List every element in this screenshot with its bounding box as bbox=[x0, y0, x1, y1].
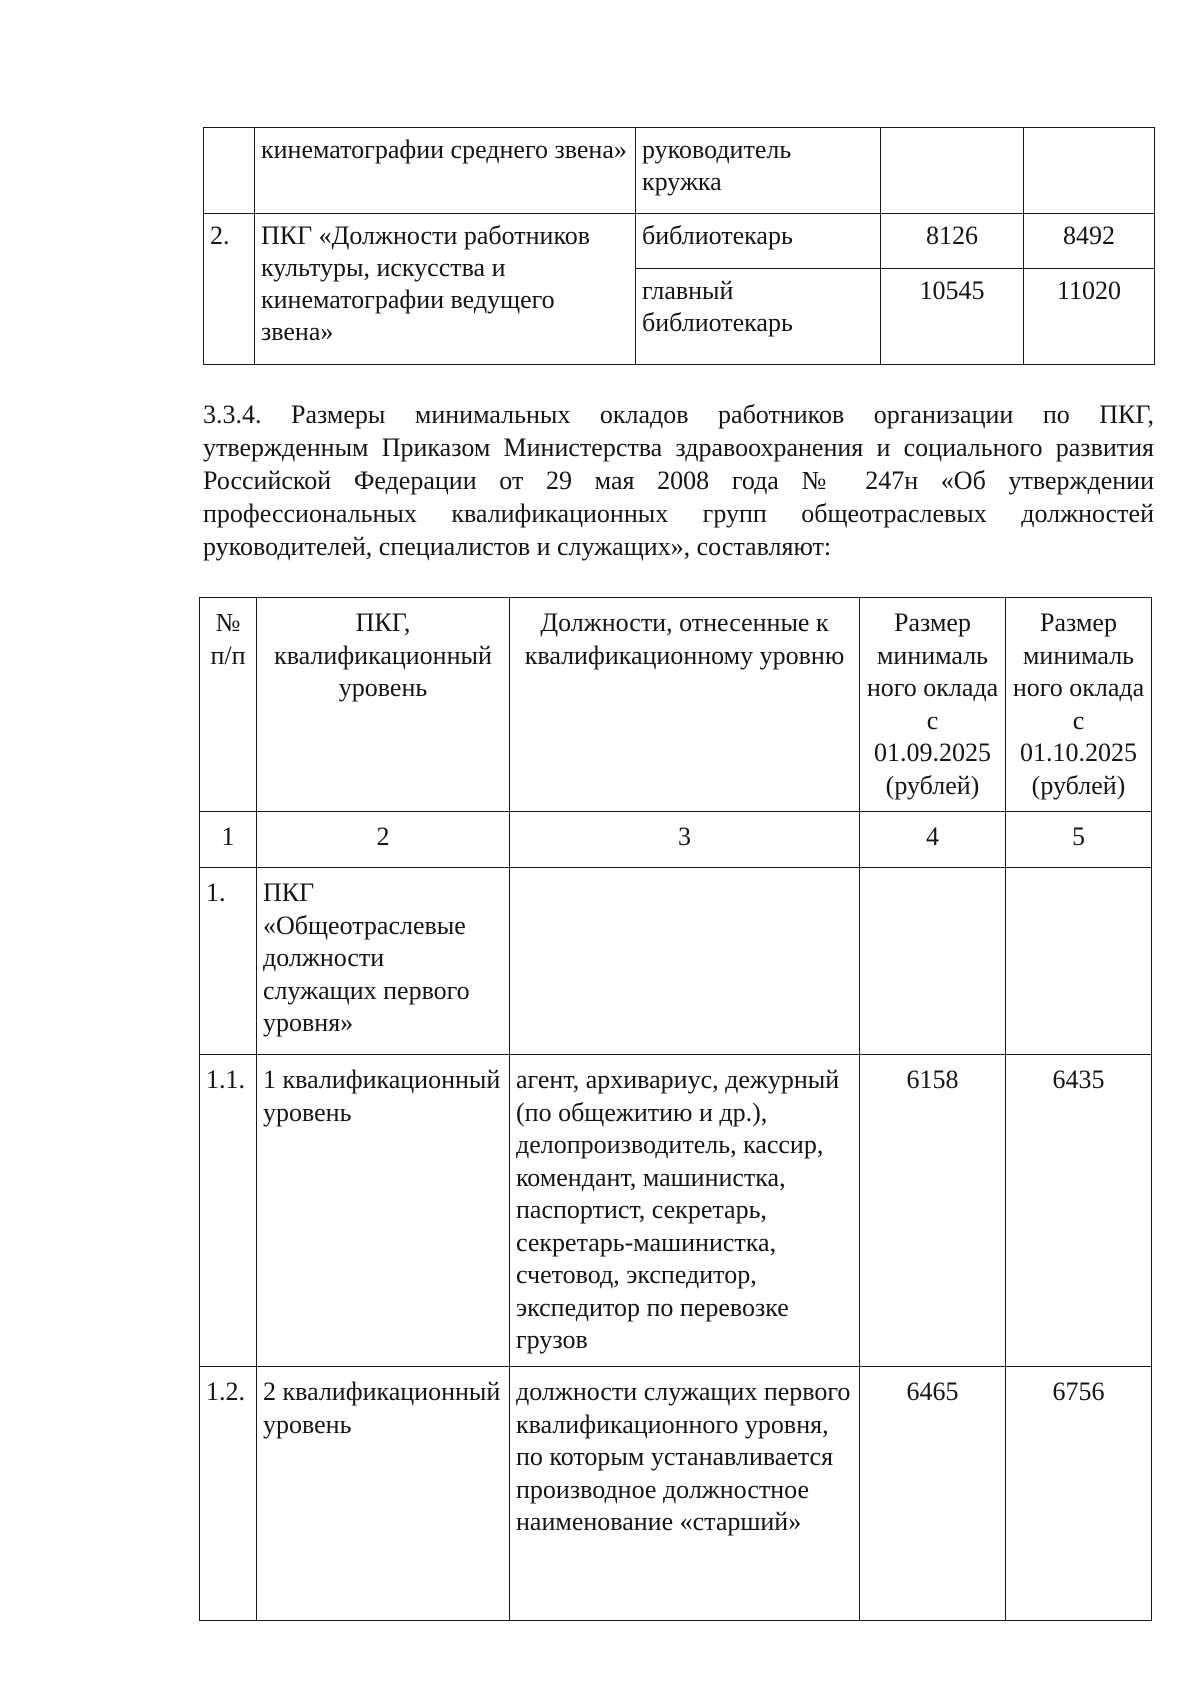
table-row bbox=[200, 1367, 1152, 1621]
group-cell: ПКГ «Общеотраслевые должности служащих первого уровня» bbox=[257, 868, 510, 1055]
position-cell: главный библиотекарь bbox=[636, 269, 881, 365]
position-cell: руководитель кружка bbox=[636, 128, 881, 214]
salary-cell: 8126 bbox=[881, 214, 1024, 269]
header-salary-oct: Размер минималь ного оклада с 01.10.2025 (рублей) bbox=[1006, 598, 1152, 812]
table-row bbox=[204, 214, 1155, 269]
column-number: 1 bbox=[200, 812, 257, 868]
salary-cell: 6158 bbox=[860, 1055, 1006, 1367]
table-row bbox=[200, 868, 1152, 1055]
salary-cell bbox=[881, 128, 1024, 214]
group-cell: 1 квалификационный уровень bbox=[257, 1055, 510, 1367]
salary-cell: 11020 bbox=[1024, 269, 1155, 365]
row-number: 1.1. bbox=[200, 1055, 257, 1367]
positions-cell: должности служащих первого квалификационного уровня, по которым устанавливается производное должностное наименование «старший» bbox=[510, 1367, 860, 1621]
column-numbers-row bbox=[200, 812, 1152, 868]
positions-cell bbox=[510, 868, 860, 1055]
header-row bbox=[200, 598, 1152, 812]
salary-cell: 8492 bbox=[1024, 214, 1155, 269]
row-number: 1.2. bbox=[200, 1367, 257, 1621]
position-cell: библиотекарь bbox=[636, 214, 881, 269]
salary-table-general bbox=[199, 597, 1152, 1621]
column-number: 3 bbox=[510, 812, 860, 868]
positions-cell: агент, архивариус, дежурный (по общежитию и др.), делопроизводитель, кассир, комендант, машинистка, паспортист, секретарь, секретарь-машинистка, счетовод, экспедитор, экспедитор по перевозке грузов bbox=[510, 1055, 860, 1367]
salary-cell: 6435 bbox=[1006, 1055, 1152, 1367]
row-number bbox=[204, 128, 255, 214]
header-salary-sept: Размер минималь ного оклада с 01.09.2025 (рублей) bbox=[860, 598, 1006, 812]
paragraph-3-3-4: 3.3.4. Размеры минимальных окладов работников организации по ПКГ, утвержденным Приказом Министерства здравоохранения и социального развития Российской Федерации от 29 мая 2008 года № 247н «Об утверждении профессиональных квалификационных групп общеотраслевых должностей руководителей, специалистов и служащих», составляют: bbox=[203, 400, 1154, 561]
table-row bbox=[200, 1055, 1152, 1367]
column-number: 5 bbox=[1006, 812, 1152, 868]
table-row bbox=[204, 128, 1155, 214]
header-positions: Должности, отнесенные к квалификационному уровню bbox=[510, 598, 860, 812]
header-num: № п/п bbox=[200, 598, 257, 812]
salary-cell: 6465 bbox=[860, 1367, 1006, 1621]
column-number: 4 bbox=[860, 812, 1006, 868]
salary-cell bbox=[1024, 128, 1155, 214]
group-cell: ПКГ «Должности работников культуры, искусства и кинематографии ведущего звена» bbox=[255, 214, 636, 365]
salary-table-culture bbox=[203, 127, 1155, 365]
salary-cell bbox=[1006, 868, 1152, 1055]
row-number: 2. bbox=[204, 214, 255, 365]
salary-cell: 10545 bbox=[881, 269, 1024, 365]
salary-cell bbox=[860, 868, 1006, 1055]
group-cell: 2 квалификационный уровень bbox=[257, 1367, 510, 1621]
group-cell: кинематографии среднего звена» bbox=[255, 128, 636, 214]
salary-cell: 6756 bbox=[1006, 1367, 1152, 1621]
header-group: ПКГ, квалификационный уровень bbox=[257, 598, 510, 812]
row-number: 1. bbox=[200, 868, 257, 1055]
column-number: 2 bbox=[257, 812, 510, 868]
